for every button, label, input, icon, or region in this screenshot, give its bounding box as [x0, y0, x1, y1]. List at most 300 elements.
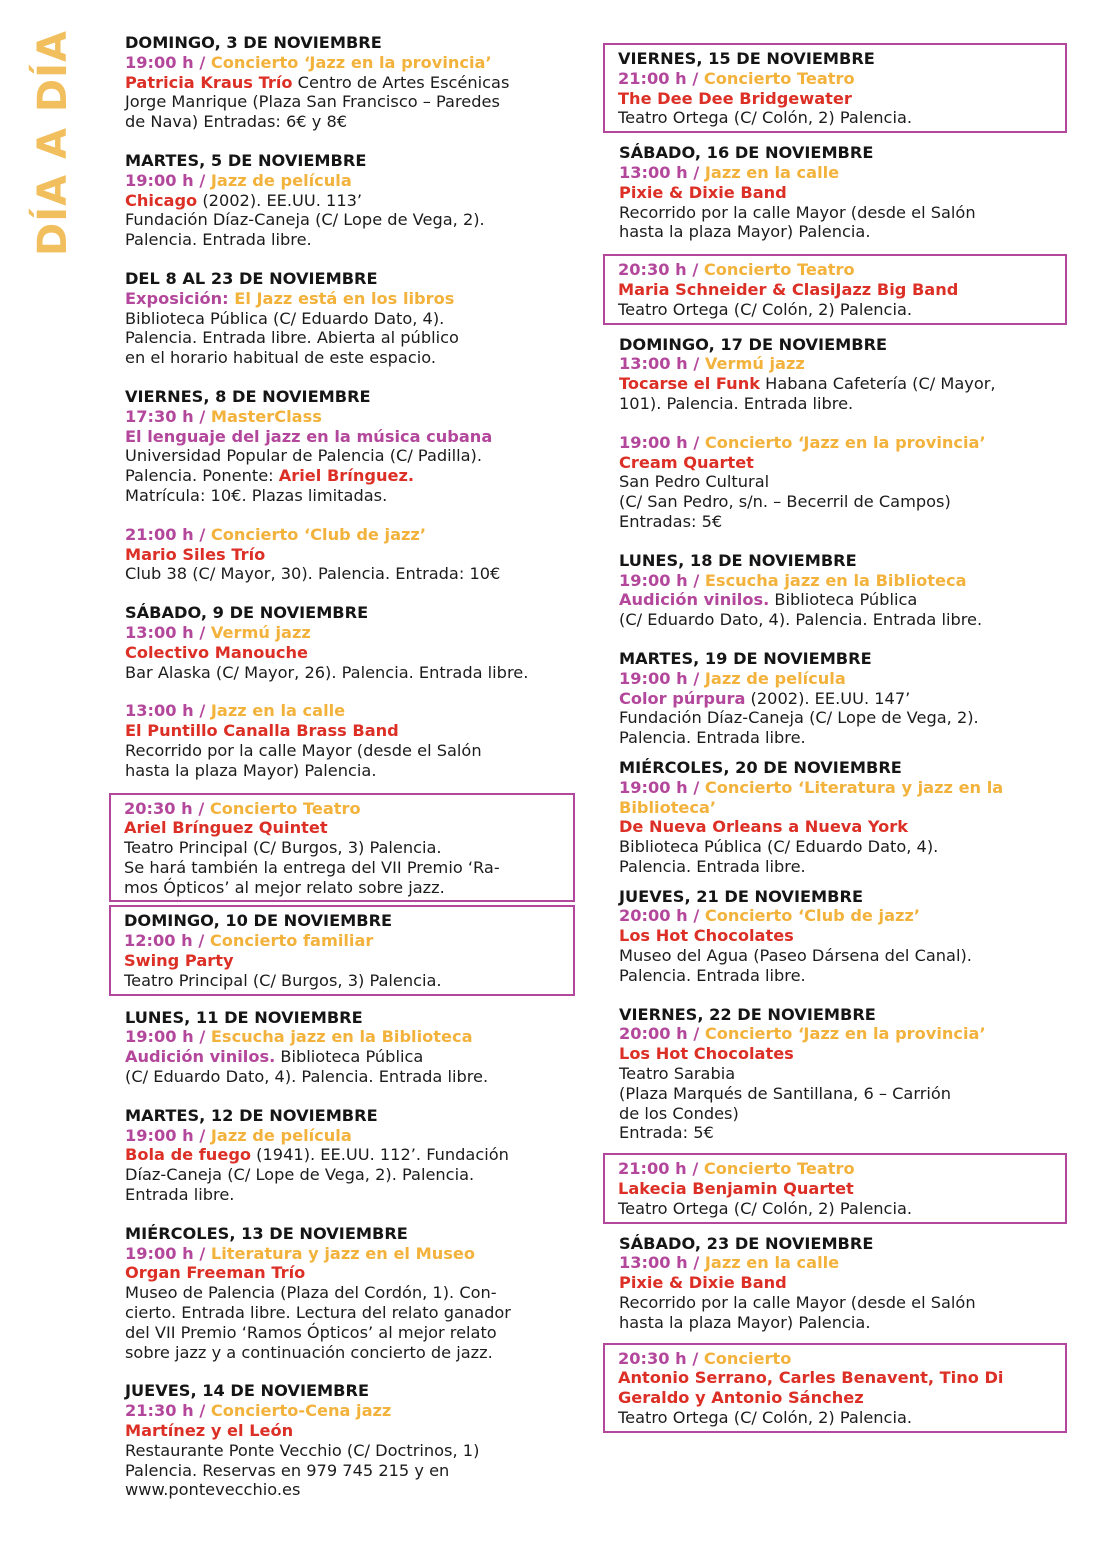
event-line: [619, 1084, 1069, 1104]
highlighted-event: [603, 43, 1067, 133]
event-detail: (C/ San Pedro, s/n. – Becerril de Campos): [619, 492, 951, 512]
event-performer: Bola de fuego: [125, 1145, 252, 1165]
event-detail: (1941). EE.UU. 112’. Fundación: [251, 1145, 509, 1165]
event-line: [125, 1480, 585, 1500]
event-date: DOMINGO, 3 DE NOVIEMBRE: [125, 33, 382, 52]
event-line: [125, 1224, 585, 1244]
event-detail: Recorrido por la calle Mayor (desde el Salón: [125, 740, 482, 760]
event-time: 13:00 h /: [125, 701, 211, 721]
event-date: SÁBADO, 23 DE NOVIEMBRE: [619, 1233, 874, 1253]
event-time: 19:00 h /: [125, 1027, 211, 1047]
event-time: 19:00 h /: [125, 170, 211, 190]
event-detail: sobre jazz y a continuación concierto de jazz.: [125, 1342, 493, 1362]
event-line: [125, 1027, 585, 1047]
event-line: [619, 394, 1069, 414]
event-time: 20:00 h /: [619, 1024, 705, 1044]
event-performer: Pixie & Dixie Band: [619, 1273, 787, 1293]
event-line: [618, 300, 1065, 320]
event-detail: Teatro Ortega (C/ Colón, 2) Palencia.: [618, 1408, 913, 1428]
event-category: Concierto ‘Literatura y jazz en la: [704, 777, 1004, 797]
event-line: [125, 348, 585, 368]
event-line: [125, 1145, 585, 1165]
event-line: [125, 564, 585, 584]
event-detail: Biblioteca Pública: [769, 590, 918, 610]
event-line: [619, 1253, 1069, 1273]
event-line: [125, 73, 585, 93]
event-detail: Museo de Palencia (Plaza del Cordón, 1). Con-: [125, 1283, 497, 1303]
event-time: 21:30 h /: [125, 1401, 211, 1421]
event-detail: en el horario habitual de este espacio.: [125, 348, 437, 368]
event-detail: Teatro Ortega (C/ Colón, 2) Palencia.: [618, 1198, 913, 1218]
event-date: DEL 8 AL 23 DE NOVIEMBRE: [125, 268, 378, 288]
event-line: [619, 857, 1069, 877]
event-category: El Jazz está en los libros: [234, 288, 455, 308]
event-detail: 101). Palencia. Entrada libre.: [619, 393, 854, 413]
event-date: DOMINGO, 10 DE NOVIEMBRE: [124, 911, 393, 931]
event-line: [125, 1381, 585, 1401]
event-line: [619, 222, 1069, 242]
event-time: 20:00 h /: [619, 906, 705, 926]
event-detail: Biblioteca Pública: [275, 1047, 424, 1067]
event-line: [125, 92, 585, 112]
event-line: [125, 1106, 585, 1126]
schedule-event: [125, 33, 585, 132]
event-line: [619, 551, 1069, 571]
event-date: MARTES, 12 DE NOVIEMBRE: [125, 1105, 378, 1125]
event-detail: (C/ Eduardo Dato, 4). Palencia. Entrada libre.: [125, 1067, 489, 1087]
schedule-event: [619, 335, 1069, 414]
event-detail: Palencia. Entrada libre.: [125, 230, 312, 250]
event-category: Vermú jazz: [210, 622, 311, 642]
event-line: [618, 108, 1065, 128]
event-line: [125, 1008, 585, 1028]
event-line: [125, 603, 585, 623]
event-line: [619, 512, 1069, 532]
event-line: [619, 669, 1069, 689]
event-line: [125, 1343, 585, 1363]
event-detail: (2002). EE.UU. 147’: [745, 688, 911, 708]
event-line: [618, 1199, 1065, 1219]
event-detail: hasta la plaza Mayor) Palencia.: [125, 760, 377, 780]
event-time: 20:30 h /: [124, 798, 210, 818]
event-line: [619, 1064, 1069, 1084]
event-line: [125, 53, 585, 73]
event-date: DOMINGO, 17 DE NOVIEMBRE: [619, 334, 888, 354]
event-line: [619, 649, 1069, 669]
event-performer: Los Hot Chocolates: [619, 926, 794, 946]
event-category: Concierto Teatro: [703, 68, 855, 88]
event-line: [125, 1067, 585, 1087]
event-date: SÁBADO, 9 DE NOVIEMBRE: [125, 603, 369, 623]
schedule-event: [619, 1234, 1069, 1333]
event-line: [619, 183, 1069, 203]
event-line: [619, 571, 1069, 591]
event-line: [618, 1368, 1065, 1388]
schedule-event: [125, 1381, 585, 1500]
event-line: [618, 280, 1065, 300]
schedule-event: [619, 1005, 1069, 1144]
event-line: [619, 354, 1069, 374]
event-line: [124, 911, 573, 931]
event-detail: del VII Premio ‘Ramos Ópticos’ al mejor relato: [125, 1322, 497, 1342]
event-line: [125, 427, 585, 447]
event-highlight: Exposición:: [125, 288, 235, 308]
event-detail: Teatro Ortega (C/ Colón, 2) Palencia.: [618, 108, 913, 128]
event-line: [125, 701, 585, 721]
highlighted-event: [603, 1153, 1067, 1223]
event-line: [125, 663, 585, 683]
event-line: [619, 1005, 1069, 1025]
schedule-event: [619, 143, 1069, 242]
event-date: JUEVES, 14 DE NOVIEMBRE: [125, 1381, 369, 1401]
event-time: 17:30 h /: [125, 406, 211, 426]
event-time: 19:00 h /: [125, 1125, 211, 1145]
event-category: Jazz de película: [704, 668, 846, 688]
event-line: [125, 545, 585, 565]
event-line: [125, 230, 585, 250]
event-performer: Los Hot Chocolates: [619, 1044, 794, 1064]
event-detail: Biblioteca Pública (C/ Eduardo Dato, 4).: [619, 837, 939, 857]
event-category: Concierto ‘Club de jazz’: [210, 524, 426, 544]
event-line: [125, 1185, 585, 1205]
event-line: [619, 143, 1069, 163]
event-line: [124, 971, 573, 991]
event-date: SÁBADO, 16 DE NOVIEMBRE: [619, 143, 874, 163]
event-line: [125, 721, 585, 741]
event-detail: Palencia. Entrada libre.: [619, 728, 806, 748]
event-line: [619, 1044, 1069, 1064]
event-performer: El Puntillo Canalla Brass Band: [125, 721, 399, 741]
event-time: 19:00 h /: [619, 570, 705, 590]
event-detail: Teatro Principal (C/ Burgos, 3) Palencia.: [124, 970, 442, 990]
event-detail: Restaurante Ponte Vecchio (C/ Doctrinos, 1): [125, 1440, 480, 1460]
event-time: 20:30 h /: [618, 1348, 704, 1368]
event-line: [125, 1323, 585, 1343]
schedule-event: [619, 433, 1069, 532]
event-line: [619, 1123, 1069, 1143]
schedule-event: [619, 649, 1069, 748]
event-category: Jazz de película: [210, 170, 352, 190]
event-performer: Maria Schneider & ClasiJazz Big Band: [618, 279, 959, 299]
event-line: [125, 328, 585, 348]
highlighted-event: [109, 905, 575, 995]
event-detail: Entradas: 5€: [619, 511, 723, 531]
event-time: 21:00 h /: [125, 524, 211, 544]
event-performer: Martínez y el León: [125, 1421, 294, 1441]
event-line: [124, 931, 573, 951]
event-date: MIÉRCOLES, 13 DE NOVIEMBRE: [125, 1223, 408, 1243]
event-detail: hasta la plaza Mayor) Palencia.: [619, 222, 871, 242]
event-performer: Ariel Brínguez.: [278, 466, 415, 486]
event-time: 19:00 h /: [619, 777, 705, 797]
event-performer: Organ Freeman Trío: [125, 1263, 306, 1283]
event-line: [619, 817, 1069, 837]
event-line: [125, 1244, 585, 1264]
event-date: LUNES, 18 DE NOVIEMBRE: [619, 550, 857, 570]
event-line: [618, 89, 1065, 109]
event-line: [619, 966, 1069, 986]
event-time: 13:00 h /: [619, 354, 705, 374]
event-date: VIERNES, 15 DE NOVIEMBRE: [618, 49, 875, 68]
event-line: [124, 951, 573, 971]
event-detail: San Pedro Cultural: [619, 472, 770, 492]
event-line: [125, 643, 585, 663]
highlighted-event: [603, 254, 1067, 324]
event-detail: Fundación Díaz-Caneja (C/ Lope de Vega, 2).: [125, 210, 485, 230]
event-line: [619, 758, 1069, 778]
event-date: MIÉRCOLES, 20 DE NOVIEMBRE: [619, 757, 902, 777]
event-detail: Entrada: 5€: [619, 1123, 714, 1143]
event-time: 20:30 h /: [618, 260, 704, 280]
event-detail: (C/ Eduardo Dato, 4). Palencia. Entrada libre.: [619, 610, 983, 630]
schedule-event: [619, 887, 1069, 986]
event-performer: Patricia Kraus Trío: [125, 72, 293, 92]
event-line: [125, 1263, 585, 1283]
event-category: Jazz en la calle: [704, 162, 840, 182]
event-detail: Palencia. Entrada libre.: [619, 965, 806, 985]
event-line: [125, 1047, 585, 1067]
schedule-event: [125, 603, 585, 682]
schedule-event: [125, 269, 585, 368]
event-detail: Teatro Principal (C/ Burgos, 3) Palencia.: [124, 838, 442, 858]
event-line: [619, 1104, 1069, 1124]
event-line: [125, 486, 585, 506]
event-detail: Recorrido por la calle Mayor (desde el Salón: [619, 1293, 976, 1313]
event-line: [125, 741, 585, 761]
event-line: [125, 33, 585, 53]
event-line: [618, 69, 1065, 89]
event-line: [618, 1388, 1065, 1408]
event-detail: (Plaza Marqués de Santillana, 6 – Carrión: [619, 1083, 952, 1103]
event-date: MARTES, 5 DE NOVIEMBRE: [125, 150, 367, 170]
event-detail: Se hará también la entrega del VII Premio ‘Ra-: [124, 857, 500, 877]
event-line: [618, 1179, 1065, 1199]
event-line: [619, 453, 1069, 473]
event-line: [619, 837, 1069, 857]
event-detail: Universidad Popular de Palencia (C/ Padilla).: [125, 446, 483, 466]
side-title: [30, 30, 76, 256]
event-line: [619, 946, 1069, 966]
event-line: [619, 1024, 1069, 1044]
event-performer: Tocarse el Funk: [619, 374, 760, 394]
event-line: [125, 446, 585, 466]
event-category: Biblioteca’: [619, 797, 717, 817]
event-performer: De Nueva Orleans a Nueva York: [619, 817, 909, 837]
event-line: [619, 1234, 1069, 1254]
event-line: [125, 1461, 585, 1481]
event-category: Concierto familiar: [209, 931, 374, 951]
event-time: 13:00 h /: [619, 162, 705, 182]
event-category: Escucha jazz en la Biblioteca: [210, 1027, 473, 1047]
event-line: [619, 492, 1069, 512]
event-line: [125, 289, 585, 309]
event-line: [125, 1421, 585, 1441]
event-line: [124, 838, 573, 858]
event-line: [619, 887, 1069, 907]
event-detail: Museo del Agua (Paseo Dársena del Canal).: [619, 946, 972, 966]
event-line: [618, 1349, 1065, 1369]
event-category: Concierto Teatro: [703, 260, 855, 280]
schedule-event: [125, 525, 585, 584]
event-detail: mos Ópticos’ al mejor relato sobre jazz.: [124, 877, 445, 897]
event-line: [618, 260, 1065, 280]
event-category: Concierto ‘Jazz en la provincia’: [210, 52, 492, 72]
event-category: Escucha jazz en la Biblioteca: [704, 570, 967, 590]
event-performer: Chicago: [125, 190, 198, 210]
event-date: MARTES, 19 DE NOVIEMBRE: [619, 648, 872, 668]
event-performer: Lakecia Benjamin Quartet: [618, 1179, 854, 1199]
event-detail: Teatro Ortega (C/ Colón, 2) Palencia.: [618, 299, 913, 319]
event-line: [619, 335, 1069, 355]
event-line: [619, 728, 1069, 748]
event-performer: Cream Quartet: [619, 452, 754, 472]
event-line: [125, 269, 585, 289]
event-performer: Swing Party: [124, 951, 234, 971]
event-detail: cierto. Entrada libre. Lectura del relato ganador: [125, 1303, 511, 1323]
event-detail: Palencia. Ponente:: [125, 466, 279, 486]
event-category: Vermú jazz: [704, 354, 805, 374]
event-line: [619, 1313, 1069, 1333]
event-line: [125, 623, 585, 643]
event-highlight: Audición vinilos.: [619, 590, 770, 610]
event-highlight: El lenguaje del jazz en la música cubana: [125, 426, 493, 446]
event-line: [125, 525, 585, 545]
event-category: Concierto-Cena jazz: [210, 1401, 392, 1421]
event-performer: Antonio Serrano, Carles Benavent, Tino Di: [618, 1368, 1004, 1388]
schedule-event: [125, 1106, 585, 1205]
event-performer: Pixie & Dixie Band: [619, 182, 787, 202]
event-detail: Bar Alaska (C/ Mayor, 26). Palencia. Entrada libre.: [125, 662, 529, 682]
schedule-event: [125, 387, 585, 506]
event-category: Jazz en la calle: [210, 701, 346, 721]
schedule-event: [619, 551, 1069, 630]
event-category: Literatura y jazz en el Museo: [210, 1243, 475, 1263]
event-line: [125, 191, 585, 211]
event-line: [619, 708, 1069, 728]
event-detail: (2002). EE.UU. 113’: [197, 190, 363, 210]
event-line: [125, 151, 585, 171]
event-date: LUNES, 11 DE NOVIEMBRE: [125, 1007, 363, 1027]
event-line: [619, 610, 1069, 630]
event-line: [124, 878, 573, 898]
event-line: [619, 1273, 1069, 1293]
side-title-text: DÍA A DÍA: [30, 30, 76, 256]
event-detail: Díaz-Caneja (C/ Lope de Vega, 2). Palencia.: [125, 1165, 475, 1185]
schedule-column-left: [125, 33, 585, 1500]
schedule-event: [125, 1224, 585, 1363]
event-line: [125, 1401, 585, 1421]
event-line: [619, 689, 1069, 709]
event-category: Concierto: [703, 1348, 792, 1368]
event-line: [619, 374, 1069, 394]
event-line: [124, 858, 573, 878]
event-line: [125, 309, 585, 329]
event-category: Concierto ‘Club de jazz’: [704, 906, 920, 926]
event-line: [618, 1408, 1065, 1428]
event-time: 19:00 h /: [619, 668, 705, 688]
event-line: [124, 799, 573, 819]
event-line: [125, 210, 585, 230]
event-time: 19:00 h /: [125, 52, 211, 72]
event-line: [124, 818, 573, 838]
highlighted-event: [603, 1343, 1067, 1433]
event-time: 19:00 h /: [125, 1243, 211, 1263]
event-line: [618, 49, 1065, 69]
schedule-event: [125, 151, 585, 250]
event-line: [125, 1441, 585, 1461]
event-detail: hasta la plaza Mayor) Palencia.: [619, 1312, 871, 1332]
event-detail: Palencia. Entrada libre. Abierta al público: [125, 328, 459, 348]
event-category: Concierto ‘Jazz en la provincia’: [704, 432, 986, 452]
event-detail: Teatro Sarabia: [619, 1064, 736, 1084]
event-category: MasterClass: [210, 406, 322, 426]
event-line: [125, 1126, 585, 1146]
event-detail: Biblioteca Pública (C/ Eduardo Dato, 4).: [125, 308, 445, 328]
event-line: [125, 1283, 585, 1303]
event-detail: Fundación Díaz-Caneja (C/ Lope de Vega, 2).: [619, 708, 979, 728]
event-time: 12:00 h /: [124, 931, 210, 951]
event-line: [125, 387, 585, 407]
event-detail: www.pontevecchio.es: [125, 1480, 301, 1500]
event-performer: Ariel Brínguez Quintet: [124, 818, 328, 838]
event-performer: Colectivo Manouche: [125, 642, 309, 662]
event-date: JUEVES, 21 DE NOVIEMBRE: [619, 886, 863, 906]
event-category: Concierto Teatro: [703, 1159, 855, 1179]
event-highlight: Color púrpura: [619, 688, 746, 708]
highlighted-event: [109, 793, 575, 903]
event-time: 13:00 h /: [125, 622, 211, 642]
event-line: [619, 798, 1069, 818]
event-category: Concierto ‘Jazz en la provincia’: [704, 1024, 986, 1044]
event-line: [125, 171, 585, 191]
event-line: [125, 407, 585, 427]
event-detail: Recorrido por la calle Mayor (desde el Salón: [619, 202, 976, 222]
event-detail: de los Condes): [619, 1103, 739, 1123]
event-line: [619, 1293, 1069, 1313]
event-category: Jazz en la calle: [704, 1253, 840, 1273]
event-line: [619, 778, 1069, 798]
event-date: VIERNES, 8 DE NOVIEMBRE: [125, 386, 371, 406]
event-performer: Mario Siles Trío: [125, 544, 266, 564]
schedule-event: [125, 701, 585, 780]
event-line: [619, 926, 1069, 946]
event-detail: Entrada libre.: [125, 1185, 235, 1205]
event-line: [619, 906, 1069, 926]
event-time: 21:00 h /: [618, 1159, 704, 1179]
event-detail: de Nava) Entradas: 6€ y 8€: [125, 112, 348, 132]
event-line: [618, 1159, 1065, 1179]
schedule-event: [125, 1008, 585, 1087]
event-detail: Club 38 (C/ Mayor, 30). Palencia. Entrada: 10€: [125, 564, 501, 584]
event-line: [125, 112, 585, 132]
event-line: [125, 466, 585, 486]
event-detail: Matrícula: 10€. Plazas limitadas.: [125, 485, 388, 505]
event-time: 19:00 h /: [619, 432, 705, 452]
event-line: [619, 433, 1069, 453]
event-detail: Jorge Manrique (Plaza San Francisco – Paredes: [125, 92, 500, 112]
event-category: Jazz de película: [210, 1125, 352, 1145]
schedule-event: [619, 758, 1069, 877]
event-line: [619, 472, 1069, 492]
event-category: Concierto Teatro: [209, 798, 361, 818]
event-time: 13:00 h /: [619, 1253, 705, 1273]
event-line: [125, 1303, 585, 1323]
event-line: [125, 1165, 585, 1185]
event-detail: Centro de Artes Escénicas: [292, 72, 510, 92]
event-date: VIERNES, 22 DE NOVIEMBRE: [619, 1004, 876, 1024]
event-detail: Palencia. Reservas en 979 745 215 y en: [125, 1460, 450, 1480]
event-line: [619, 163, 1069, 183]
